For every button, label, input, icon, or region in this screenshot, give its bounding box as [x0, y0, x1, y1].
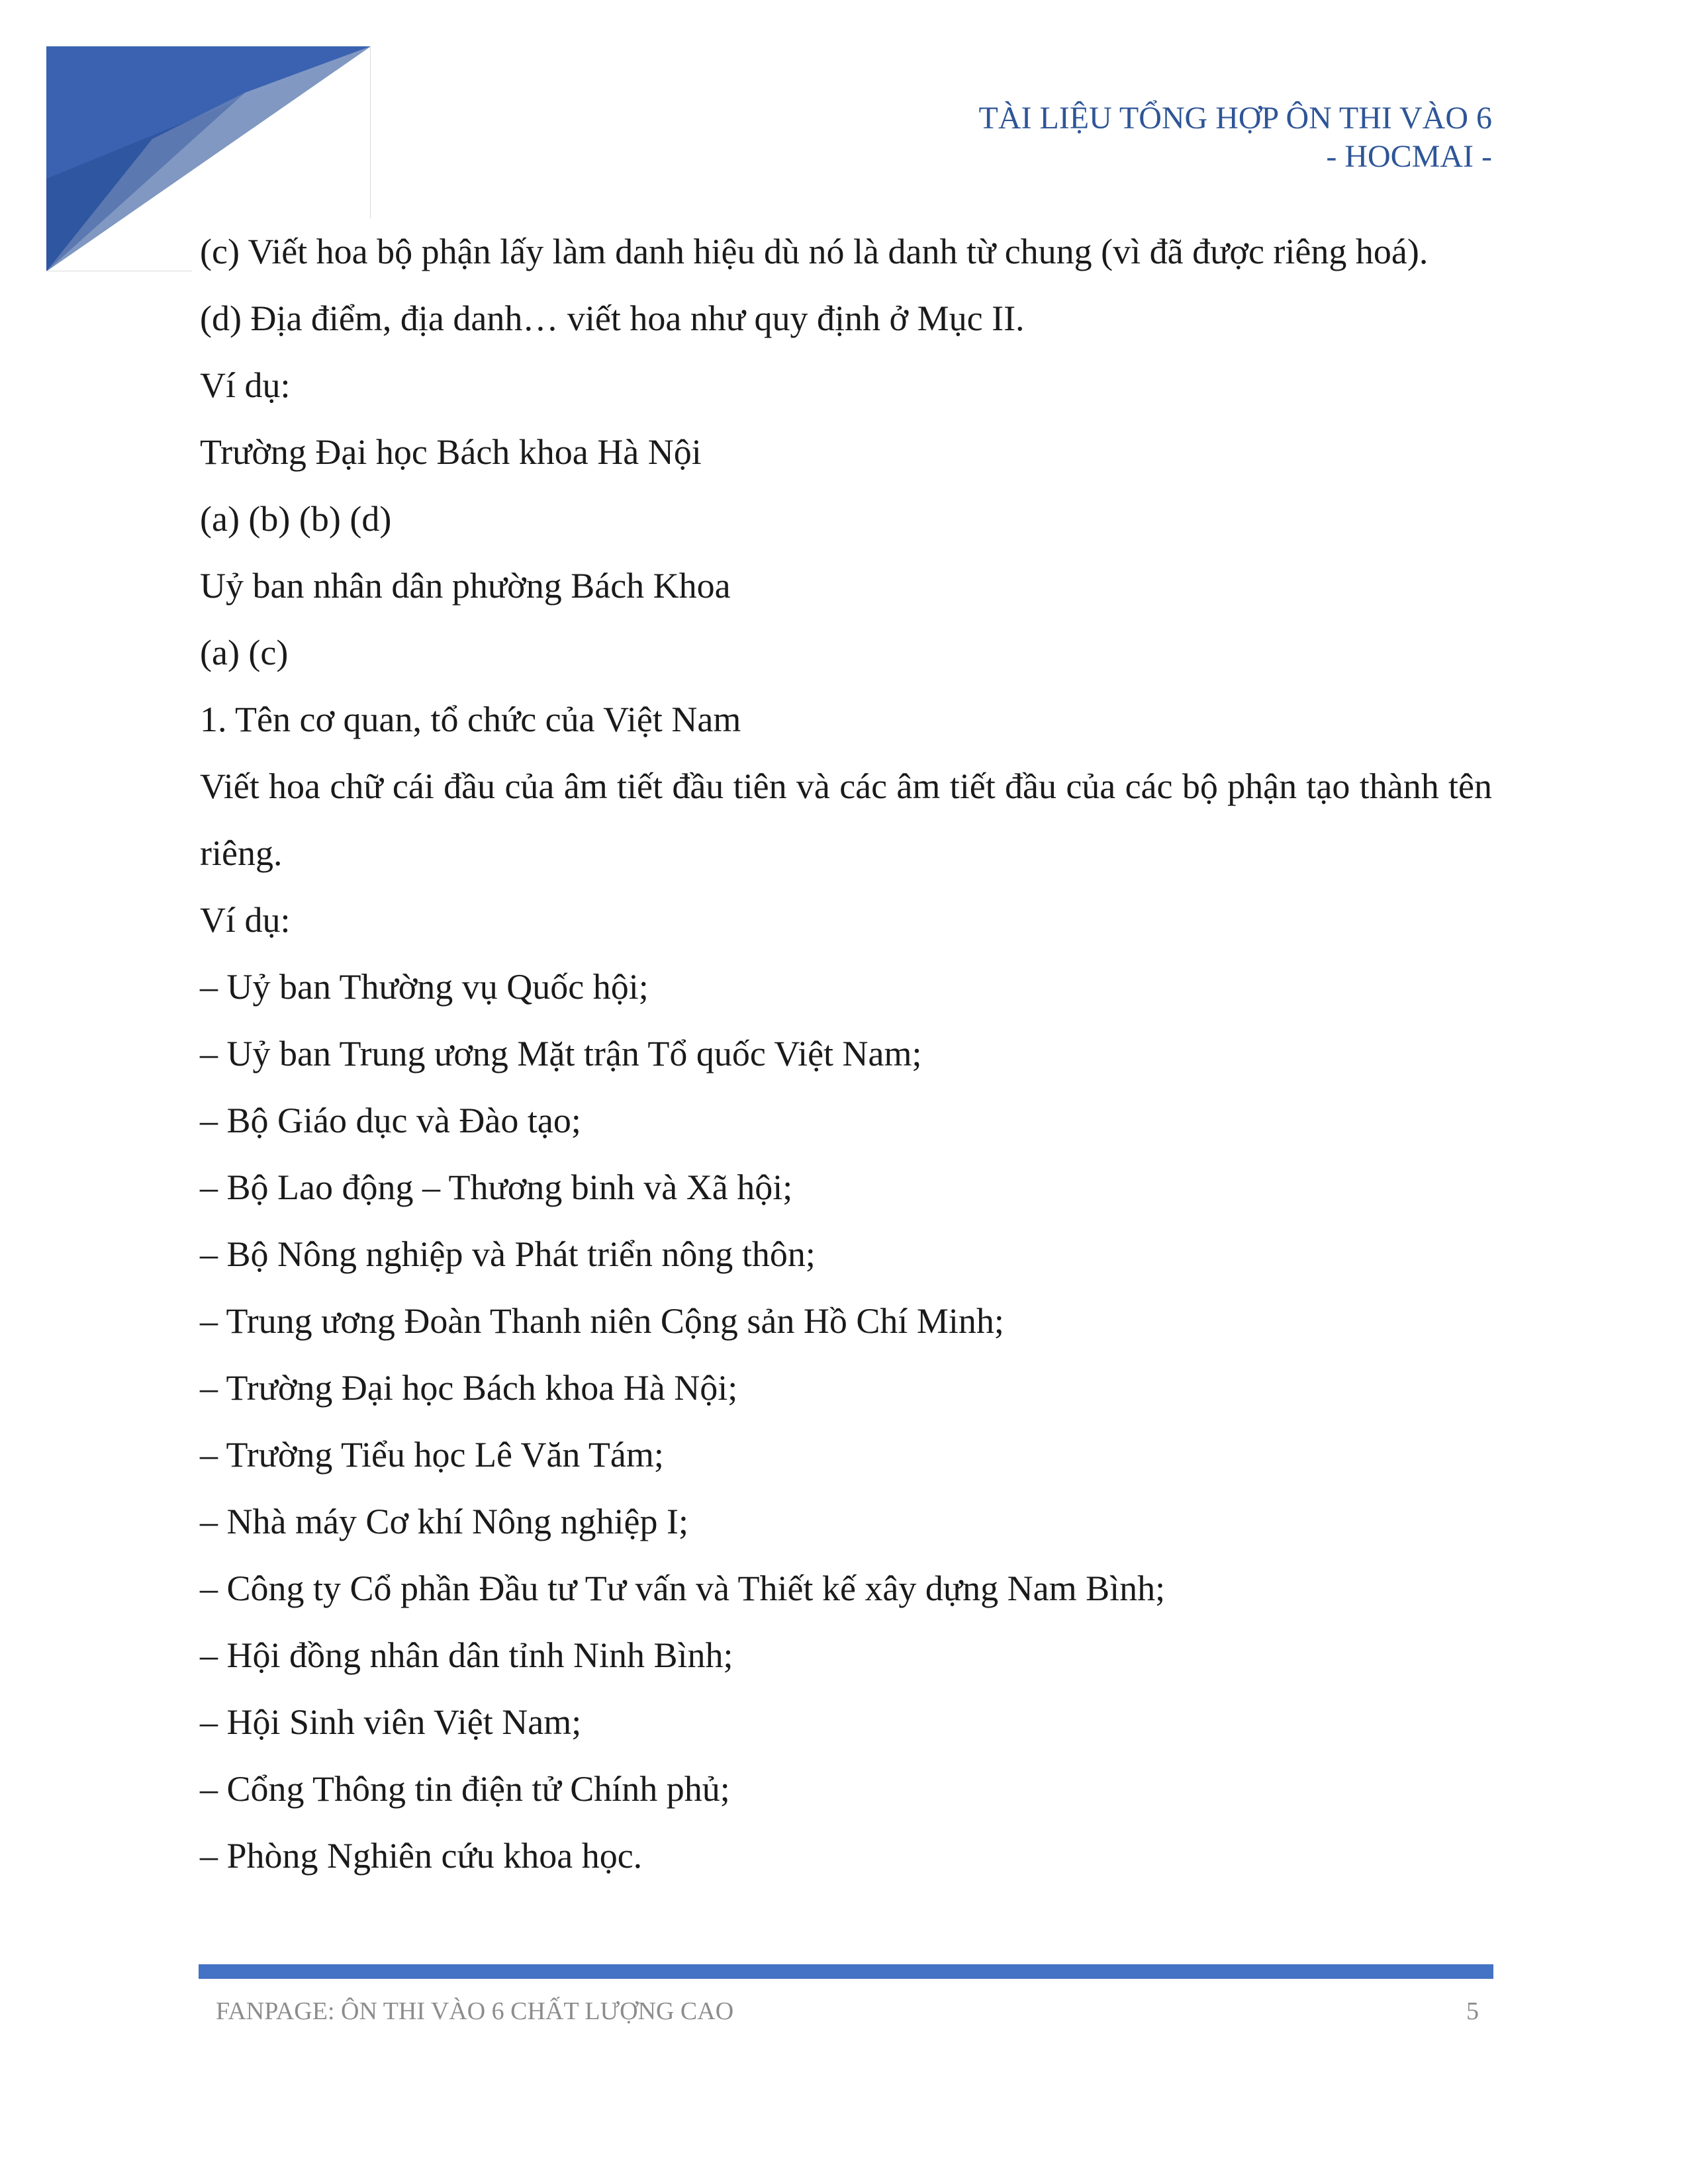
paragraph: Ví dụ:: [200, 900, 291, 940]
section-heading: 1. Tên cơ quan, tổ chức của Việt Nam: [200, 700, 741, 739]
paragraph: Viết hoa chữ cái đầu của âm tiết đầu tiên và các âm tiết đầu của các bộ phận tạo thành tên riêng.: [200, 766, 1492, 873]
paragraph: Trường Đại học Bách khoa Hà Nội: [200, 432, 702, 472]
document-body: [200, 218, 1492, 1889]
list-item: – Bộ Lao động – Thương binh và Xã hội;: [200, 1167, 793, 1207]
list-item: – Hội đồng nhân dân tỉnh Ninh Bình;: [200, 1635, 733, 1675]
list-item: – Uỷ ban Thường vụ Quốc hội;: [200, 967, 649, 1007]
list-item: – Bộ Giáo dục và Đào tạo;: [200, 1101, 581, 1140]
header-subtitle: - HOCMAI -: [1326, 139, 1492, 174]
list-item: – Công ty Cổ phần Đầu tư Tư vấn và Thiết kế xây dựng Nam Bình;: [200, 1569, 1166, 1608]
paragraph: (a) (c): [200, 633, 289, 672]
paragraph: (d) Địa điểm, địa danh… viết hoa như quy định ở Mục II.: [200, 298, 1025, 338]
paragraph: Ví dụ:: [200, 365, 291, 405]
list-item: – Bộ Nông nghiệp và Phát triển nông thôn;: [200, 1234, 816, 1274]
list-item: – Phòng Nghiên cứu khoa học.: [200, 1836, 643, 1876]
page-header: [979, 99, 1493, 176]
list-item: – Hội Sinh viên Việt Nam;: [200, 1702, 582, 1742]
page-number: 5: [1466, 1997, 1479, 2025]
list-item: – Cổng Thông tin điện tử Chính phủ;: [200, 1769, 730, 1809]
footer-fanpage-text: FANPAGE: ÔN THI VÀO 6 CHẤT LƯỢNG CAO: [216, 1997, 734, 2025]
paragraph: (c) Viết hoa bộ phận lấy làm danh hiệu dù nó là danh từ chung (vì đã được riêng hoá).: [200, 232, 1429, 271]
list-item: – Trung ương Đoàn Thanh niên Cộng sản Hồ Chí Minh;: [200, 1301, 1004, 1341]
list-item: – Uỷ ban Trung ương Mặt trận Tổ quốc Việt Nam;: [200, 1034, 922, 1073]
list-item: – Nhà máy Cơ khí Nông nghiệp I;: [200, 1502, 688, 1541]
paragraph: Uỷ ban nhân dân phường Bách Khoa: [200, 566, 731, 606]
footer-divider: [199, 1964, 1493, 1979]
list-item: – Trường Tiểu học Lê Văn Tám;: [200, 1435, 664, 1475]
header-title: TÀI LIỆU TỔNG HỢP ÔN THI VÀO 6: [978, 101, 1492, 136]
paragraph: (a) (b) (b) (d): [200, 499, 392, 539]
list-item: – Trường Đại học Bách khoa Hà Nội;: [200, 1368, 738, 1408]
